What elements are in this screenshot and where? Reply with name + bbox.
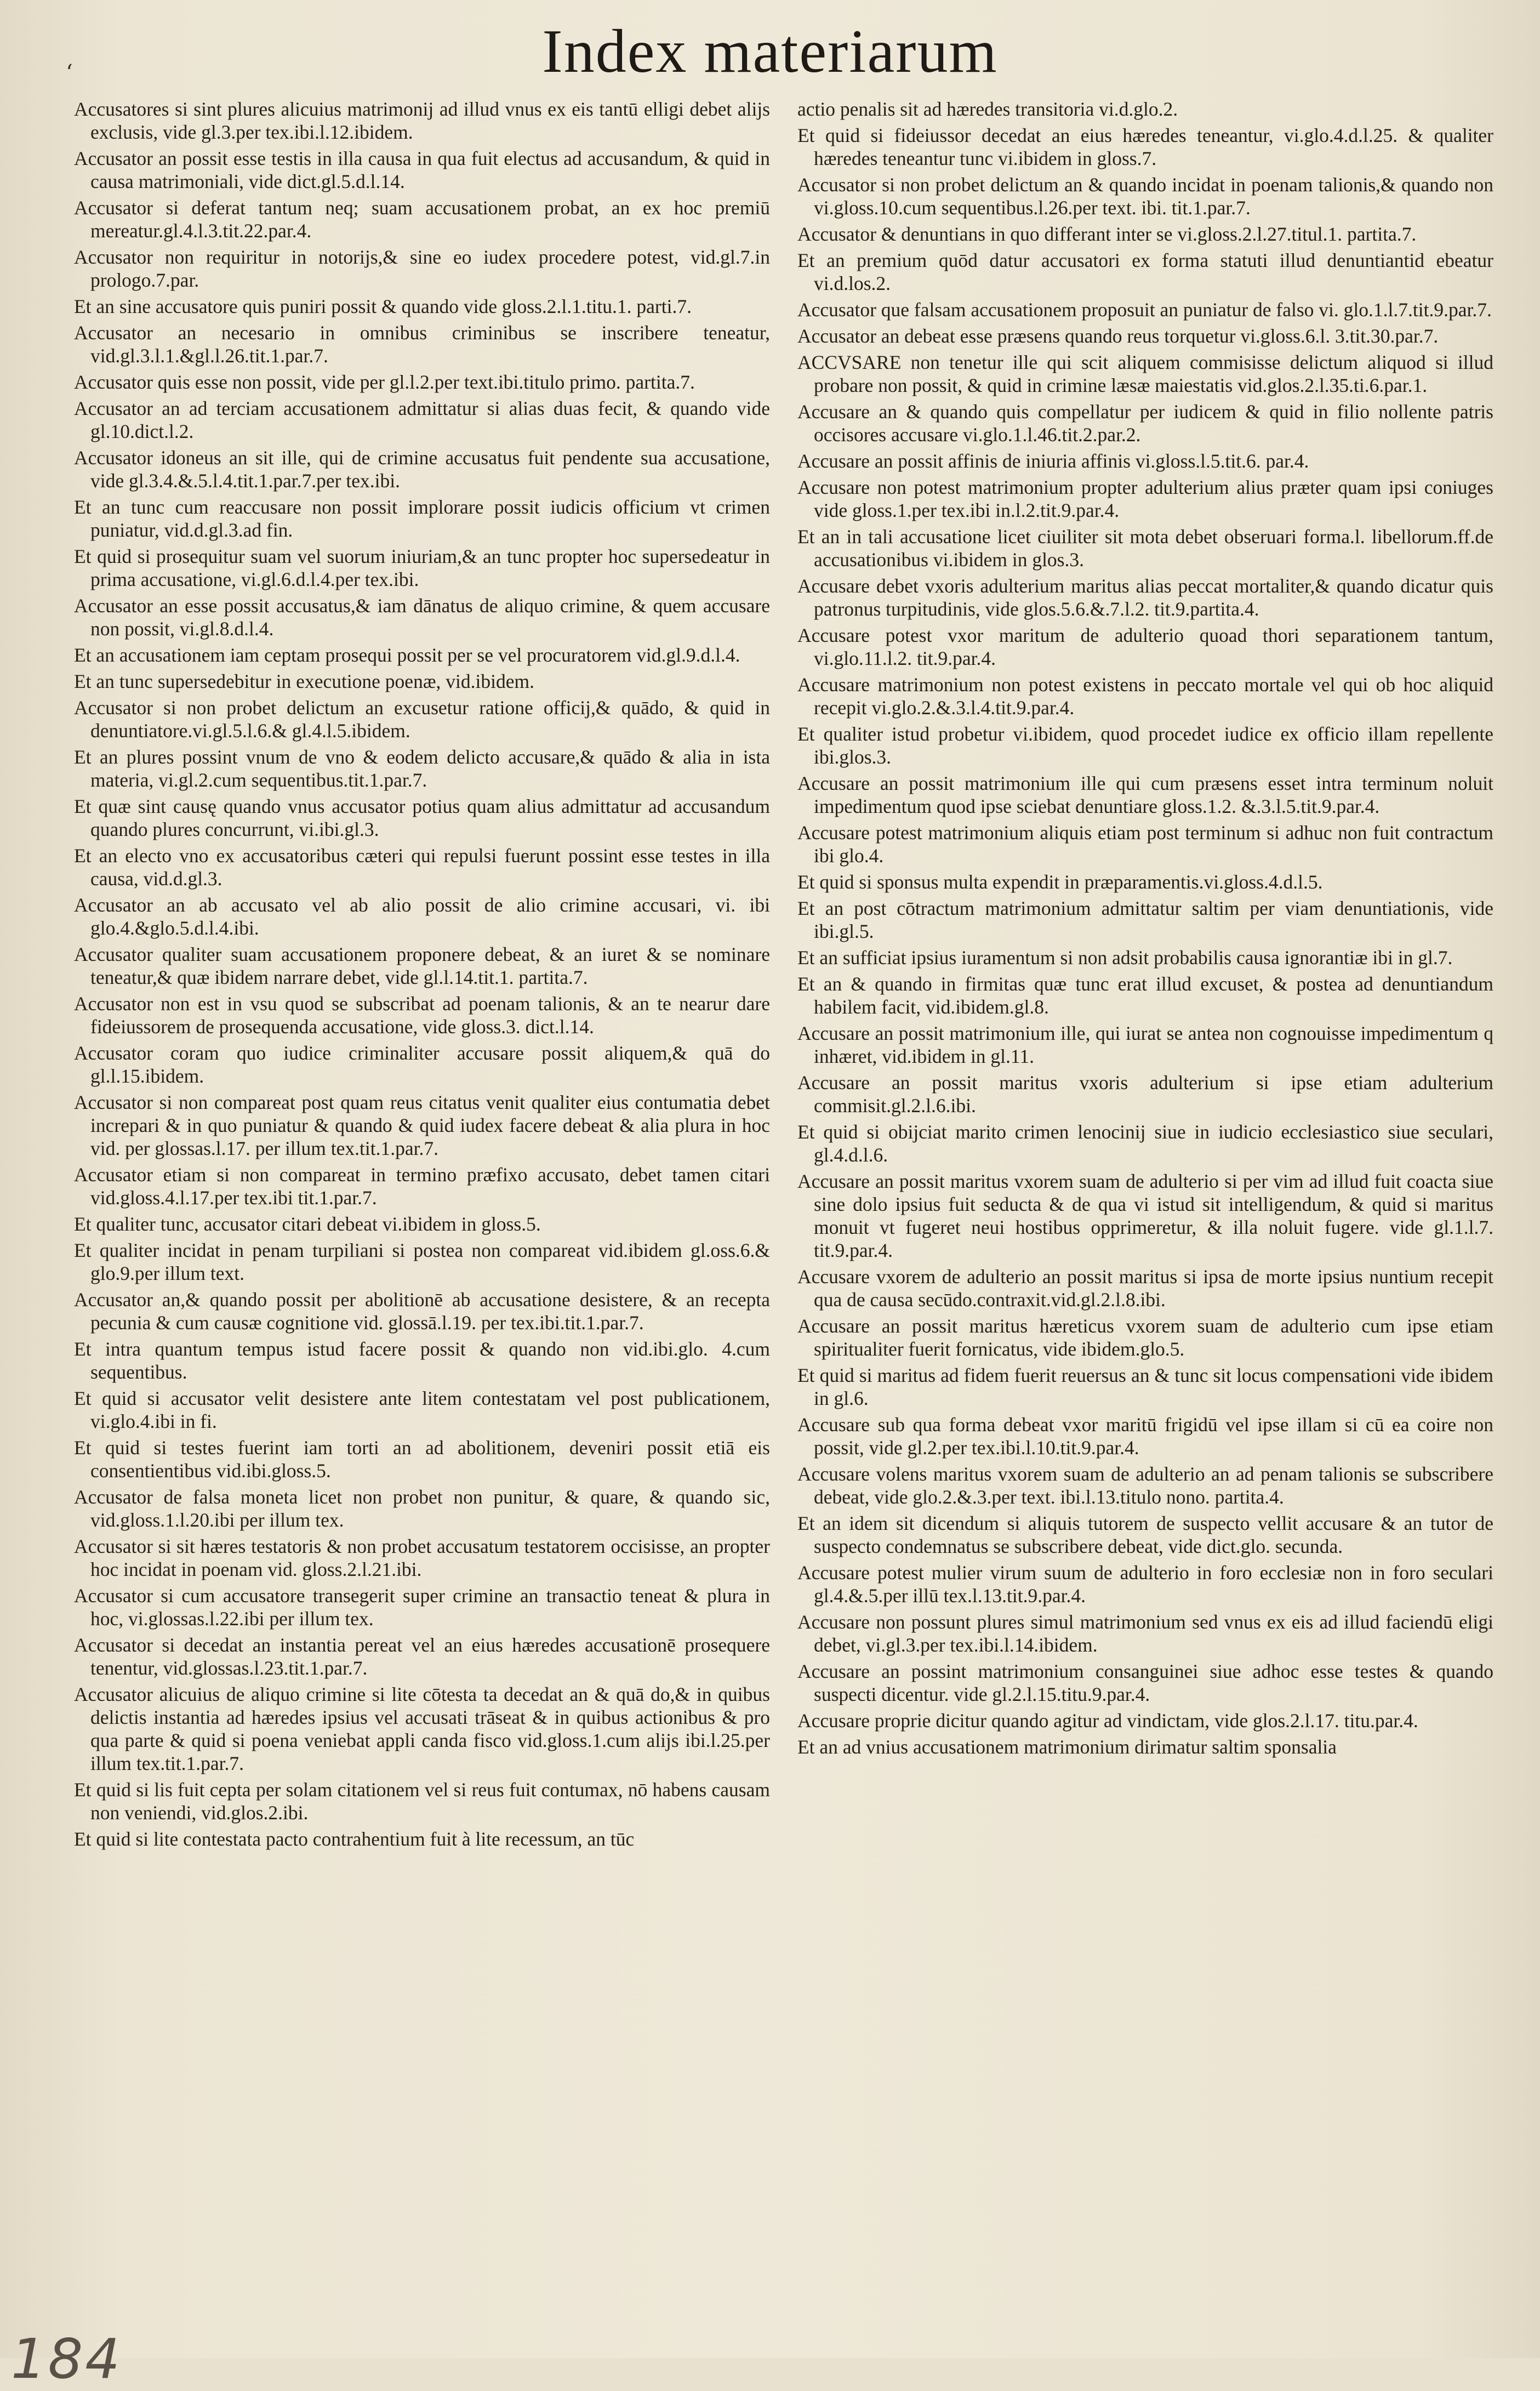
index-entry: Accusator si non compareat post quam reus citatus venit qualiter eius contumatia debet increpari & in quo puniatur & quando & quid iudex facere debeat & alia plura in hoc vid. per glossas.l.17. per illum tex.tit.1.par.7. [74, 1091, 770, 1159]
index-entry: Accusator non requiritur in notorijs,& sine eo iudex procedere potest, vid.gl.7.in prologo.7.par. [74, 246, 770, 291]
index-entry: Et quid si obijciat marito crimen lenocinij siue in iudicio ecclesiastico siue seculari, gl.4.d.l.6. [797, 1121, 1493, 1166]
index-entry: Accusator si decedat an instantia pereat vel an eius hæredes accusationē prosequere tenentur, vid.glossas.l.23.tit.1.par.7. [74, 1634, 770, 1679]
index-entry: Accusare potest vxor maritum de adulterio quoad thori separationem tantum, vi.glo.11.l.2. tit.9.par.4. [797, 624, 1493, 669]
index-entry: Accusare matrimonium non potest existens in peccato mortale vel qui ob hoc aliquid recepit vi.glo.2.&.3.l.4.tit.9.par.4. [797, 674, 1493, 719]
index-entry: Accusare an possit maritus vxorem suam de adulterio si per vim ad illud fuit coacta siue sine dolo ipsius fuit seducta & de qua vi istud sit intelligendum, & quid si maritus monuit vt fugeret neui hostibus opprimeretur, & illa noluit fugere. vide gl.1.l.7. tit.9.par.4. [797, 1170, 1493, 1261]
index-column-left [74, 98, 770, 1854]
index-entry: Et an sufficiat ipsius iuramentum si non adsit probabilis causa ignorantiæ ibi in gl.7. [797, 947, 1453, 969]
index-entry: Et intra quantum tempus istud facere possit & quando non vid.ibi.glo. 4.cum sequentibus. [74, 1338, 770, 1383]
index-entry: Accusare an possit affinis de iniuria affinis vi.gloss.l.5.tit.6. par.4. [797, 450, 1309, 472]
handwritten-folio-number: 184 [11, 2327, 122, 2391]
index-entry: Et qualiter tunc, accusator citari debeat vi.ibidem in gloss.5. [74, 1213, 541, 1235]
index-entry: Accusator si cum accusatore transegerit super crimine an transactio teneat & plura in hoc, vi.glossas.l.22.ibi per illum tex. [74, 1585, 770, 1630]
index-entry: Et an ad vnius accusationem matrimonium dirimatur saltim sponsalia [797, 1736, 1337, 1758]
index-entry: Accusator an possit esse testis in illa causa in qua fuit electus ad accusandum, & quid in causa matrimoniali, vide dict.gl.5.d.l.14. [74, 147, 770, 192]
index-entry: Accusare an possit maritus vxoris adulterium si ipse etiam adulterium commisit.gl.2.l.6.ibi. [797, 1072, 1493, 1117]
index-entry: Et qualiter istud probetur vi.ibidem, quod procedet iudice ex officio illam repellente ibi.glos.3. [797, 723, 1493, 768]
index-entry: Accusator si non probet delictum an excusetur ratione officij,& quādo, & quid in denuntiatore.vi.gl.5.l.6.& gl.4.l.5.ibidem. [74, 697, 770, 742]
index-entry: Et an electo vno ex accusatoribus cæteri qui repulsi fuerunt possint esse testes in illa causa, vid.d.gl.3. [74, 845, 770, 890]
index-entry: Et quid si accusator velit desistere ante litem contestatam vel post publicationem, vi.glo.4.ibi in fi. [74, 1387, 770, 1432]
index-entry: Accusare non potest matrimonium propter adulterium alius præter quam ipsi coniuges vide gloss.1.per tex.ibi in.l.2.tit.9.par.4. [797, 476, 1493, 521]
index-entry: Et an premium quōd datur accusatori ex forma statuti illud denuntiantid ebeatur vi.d.los.2. [797, 249, 1493, 294]
index-entry: Et quæ sint causę quando vnus accusator potius quam alius admittatur ad accusandum quando plures concurrunt, vi.ibi.gl.3. [74, 795, 770, 840]
index-entry: Accusare volens maritus vxorem suam de adulterio an ad penam talionis se subscribere debeat, vide glo.2.&.3.per text. ibi.l.13.titulo nono. partita.4. [797, 1463, 1493, 1508]
index-entry: Accusator & denuntians in quo differant inter se vi.gloss.2.l.27.titul.1. partita.7. [797, 223, 1417, 245]
index-entry: Accusator an,& quando possit per abolitionē ab accusatione desistere, & an recepta pecunia & cum causæ cognitione vid. glossā.l.19. per tex.ibi.tit.1.par.7. [74, 1289, 770, 1334]
index-entry: Accusator an ab accusato vel ab alio possit de alio crimine accusari, vi. ibi glo.4.&glo.5.d.l.4.ibi. [74, 894, 770, 939]
index-entry: Accusator an necesario in omnibus criminibus se inscribere teneatur, vid.gl.3.l.1.&gl.l.26.tit.1.par.7. [74, 322, 770, 367]
index-entry: Accusare an & quando quis compellatur per iudicem & quid in filio nollente patris occisores accusare vi.glo.1.l.46.tit.2.par.2. [797, 401, 1493, 446]
index-entry: Accusare potest mulier virum suum de adulterio in foro ecclesiæ non in foro seculari gl.4.&.5.per illū tex.l.13.tit.9.par.4. [797, 1562, 1493, 1607]
index-entry: Accusator si sit hæres testatoris & non probet accusatum testatorem occisisse, an propter hoc incidat in poenam vid. gloss.2.l.21.ibi. [74, 1535, 770, 1580]
margin-mark: ʻ [66, 60, 73, 86]
index-entry: Accusare vxorem de adulterio an possit maritus si ipsa de morte ipsius nuntium recepit qua de causa secūdo.contraxit.vid.gl.2.l.8.ibi. [797, 1266, 1493, 1311]
page-title: Index materiarum [542, 18, 998, 86]
index-entry: Et qualiter incidat in penam turpiliani si postea non compareat vid.ibidem gl.oss.6.& glo.9.per illum text. [74, 1239, 770, 1284]
index-entry: Accusare debet vxoris adulterium maritus alias peccat mortaliter,& quando dicatur quis patronus turpitudinis, vide glos.5.6.&.7.l.2. tit.9.partita.4. [797, 575, 1493, 620]
index-entry: Et an tunc cum reaccusare non possit implorare possit iudicis officium vt crimen puniatur, vid.d.gl.3.ad fin. [74, 496, 770, 541]
index-entry: Accusator an debeat esse præsens quando reus torquetur vi.gloss.6.l. 3.tit.30.par.7. [797, 325, 1439, 347]
index-entry: Et an tunc supersedebitur in executione poenæ, vid.ibidem. [74, 670, 534, 692]
index-entry: ACCVSARE non tenetur ille qui scit aliquem commisisse delictum aliquod si illud probare non possit, & quid in crimine læsæ maiestatis vid.glos.2.l.35.ti.6.par.1. [797, 351, 1493, 396]
index-entry: Accusator que falsam accusationem proposuit an puniatur de falso vi. glo.1.l.7.tit.9.par.7. [797, 299, 1492, 321]
index-entry: Et quid si maritus ad fidem fuerit reuersus an & tunc sit locus compensationi vide ibidem in gl.6. [797, 1364, 1493, 1409]
index-entry: Et an plures possint vnum de vno & eodem delicto accusare,& quādo & alia in ista materia, vi.gl.2.cum sequentibus.tit.1.par.7. [74, 746, 770, 791]
index-entry: Et quid si fideiussor decedat an eius hæredes teneantur, vi.glo.4.d.l.25. & qualiter hæredes teneantur tunc vi.ibidem in gloss.7. [797, 124, 1493, 169]
index-entry: Accusare proprie dicitur quando agitur ad vindictam, vide glos.2.l.17. titu.par.4. [797, 1710, 1418, 1732]
index-entry: Accusare an possit maritus hæreticus vxorem suam de adulterio cum ipse etiam spiritualiter fuerit fornicatus, vide ibidem.glo.5. [797, 1315, 1493, 1360]
index-entry: Et quid si testes fuerint iam torti an ad abolitionem, deveniri possit etiā eis consentientibus vid.ibi.gloss.5. [74, 1437, 770, 1482]
index-entry: Et an post cōtractum matrimonium admittatur saltim per viam denuntiationis, vide ibi.gl.5. [797, 897, 1493, 942]
index-entry: actio penalis sit ad hæredes transitoria vi.d.glo.2. [797, 98, 1178, 120]
index-entry: Accusator si non probet delictum an & quando incidat in poenam talionis,& quando non vi.gloss.10.cum sequentibus.l.26.per text. ibi. tit.1.par.7. [797, 174, 1493, 219]
index-entry: Accusare sub qua forma debeat vxor maritū frigidū vel ipse illam si cū ea coire non possit, vide gl.2.per tex.ibi.l.10.tit.9.par.4. [797, 1414, 1493, 1459]
index-entry: Et quid si sponsus multa expendit in præparamentis.vi.gloss.4.d.l.5. [797, 871, 1323, 893]
index-entry: Accusare non possunt plures simul matrimonium sed vnus ex eis ad illud faciendū eligi debet, vi.gl.3.per tex.ibi.l.14.ibidem. [797, 1611, 1493, 1656]
index-entry: Accusator an esse possit accusatus,& iam dānatus de aliquo crimine, & quem accusare non possit, vi.gl.8.d.l.4. [74, 595, 770, 640]
index-entry: Et an in tali accusatione licet ciuiliter sit mota debet obseruari forma.l. libellorum.ff.de accusationibus vi.ibidem in glos.3. [797, 526, 1493, 571]
index-entry: Accusator alicuius de aliquo crimine si lite cōtesta ta decedat an & quā do,& in quibus delictis instantia ad hæredes ipsius vel accusati trāseat & in quibus actionibus & pro qua parte & quid si poena veniebat appli canda fisco vid.gloss.1.cum alijs ibi.l.25.per illum tex.tit.1.par.7. [74, 1683, 770, 1774]
index-entry: Et an accusationem iam ceptam prosequi possit per se vel procuratorem vid.gl.9.d.l.4. [74, 644, 740, 666]
index-entry: Accusare an possint matrimonium consanguinei siue adhoc esse testes & quando suspecti dicentur. vide gl.2.l.15.titu.9.par.4. [797, 1660, 1493, 1705]
index-entry: Accusator quis esse non possit, vide per gl.l.2.per text.ibi.titulo primo. partita.7. [74, 371, 695, 393]
index-entry: Et an idem sit dicendum si aliquis tutorem de suspecto vellit accusare & an tutor de suspecto condemnatus se subscribere debeat, vide dict.glo. secunda. [797, 1512, 1493, 1557]
index-entry: Et quid si lite contestata pacto contrahentium fuit à lite recessum, an tūc [74, 1828, 635, 1850]
index-entry: Accusator idoneus an sit ille, qui de crimine accusatus fuit pendente sua accusatione, vide gl.3.4.&.5.l.4.tit.1.par.7.per tex.ibi. [74, 447, 770, 492]
index-entry: Accusator coram quo iudice criminaliter accusare possit aliquem,& quā do gl.l.15.ibidem. [74, 1042, 770, 1087]
index-entry: Accusator de falsa moneta licet non probet non punitur, & quare, & quando sic, vid.gloss.1.l.20.ibi per illum tex. [74, 1486, 770, 1531]
index-entry: Accusare an possit matrimonium ille, qui iurat se antea non cognouisse impedimentum q inhæret, vid.ibidem in gl.11. [797, 1022, 1493, 1067]
index-entry: Accusator non est in vsu quod se subscribat ad poenam talionis, & an te nearur dare fideiussorem de prosequenda accusatione, vide gloss.3. dict.l.14. [74, 993, 770, 1038]
index-entry: Accusatores si sint plures alicuius matrimonij ad illud vnus ex eis tantū elligi debet alijs exclusis, vide gl.3.per tex.ibi.l.12.ibidem. [74, 98, 770, 143]
index-entry: Accusator si deferat tantum neq; suam accusationem probat, an ex hoc premiū mereatur.gl.4.l.3.tit.22.par.4. [74, 197, 770, 242]
index-entry: Accusator an ad terciam accusationem admittatur si alias duas fecit, & quando vide gl.10.dict.l.2. [74, 397, 770, 442]
index-entry: Accusator qualiter suam accusationem proponere debeat, & an iuret & se nominare teneatur,& quæ ibidem narrare debet, vide gl.l.14.tit.1. partita.7. [74, 943, 770, 988]
index-entry: Accusare an possit matrimonium ille qui cum præsens esset intra terminum noluit impedimentum quod ipse sciebat denuntiare gloss.1.2. &.3.l.5.tit.9.par.4. [797, 772, 1493, 817]
index-entry: Et an sine accusatore quis puniri possit & quando vide gloss.2.l.1.titu.1. parti.7. [74, 295, 692, 317]
index-entry: Et quid si prosequitur suam vel suorum iniuriam,& an tunc propter hoc supersedeatur in prima accusatione, vi.gl.6.d.l.4.per tex.ibi. [74, 545, 770, 590]
index-column-right [797, 98, 1493, 1762]
index-entry: Accusare potest matrimonium aliquis etiam post terminum si adhuc non fuit contractum ibi glo.4. [797, 822, 1493, 867]
index-entry: Accusator etiam si non compareat in termino præfixo accusato, debet tamen citari vid.gloss.4.l.17.per tex.ibi tit.1.par.7. [74, 1164, 770, 1209]
index-entry: Et quid si lis fuit cepta per solam citationem vel si reus fuit contumax, nō habens causam non veniendi, vid.glos.2.ibi. [74, 1779, 770, 1824]
index-entry: Et an & quando in firmitas quæ tunc erat illud excuset, & postea ad denuntiandum habilem facit, vid.ibidem.gl.8. [797, 973, 1493, 1018]
